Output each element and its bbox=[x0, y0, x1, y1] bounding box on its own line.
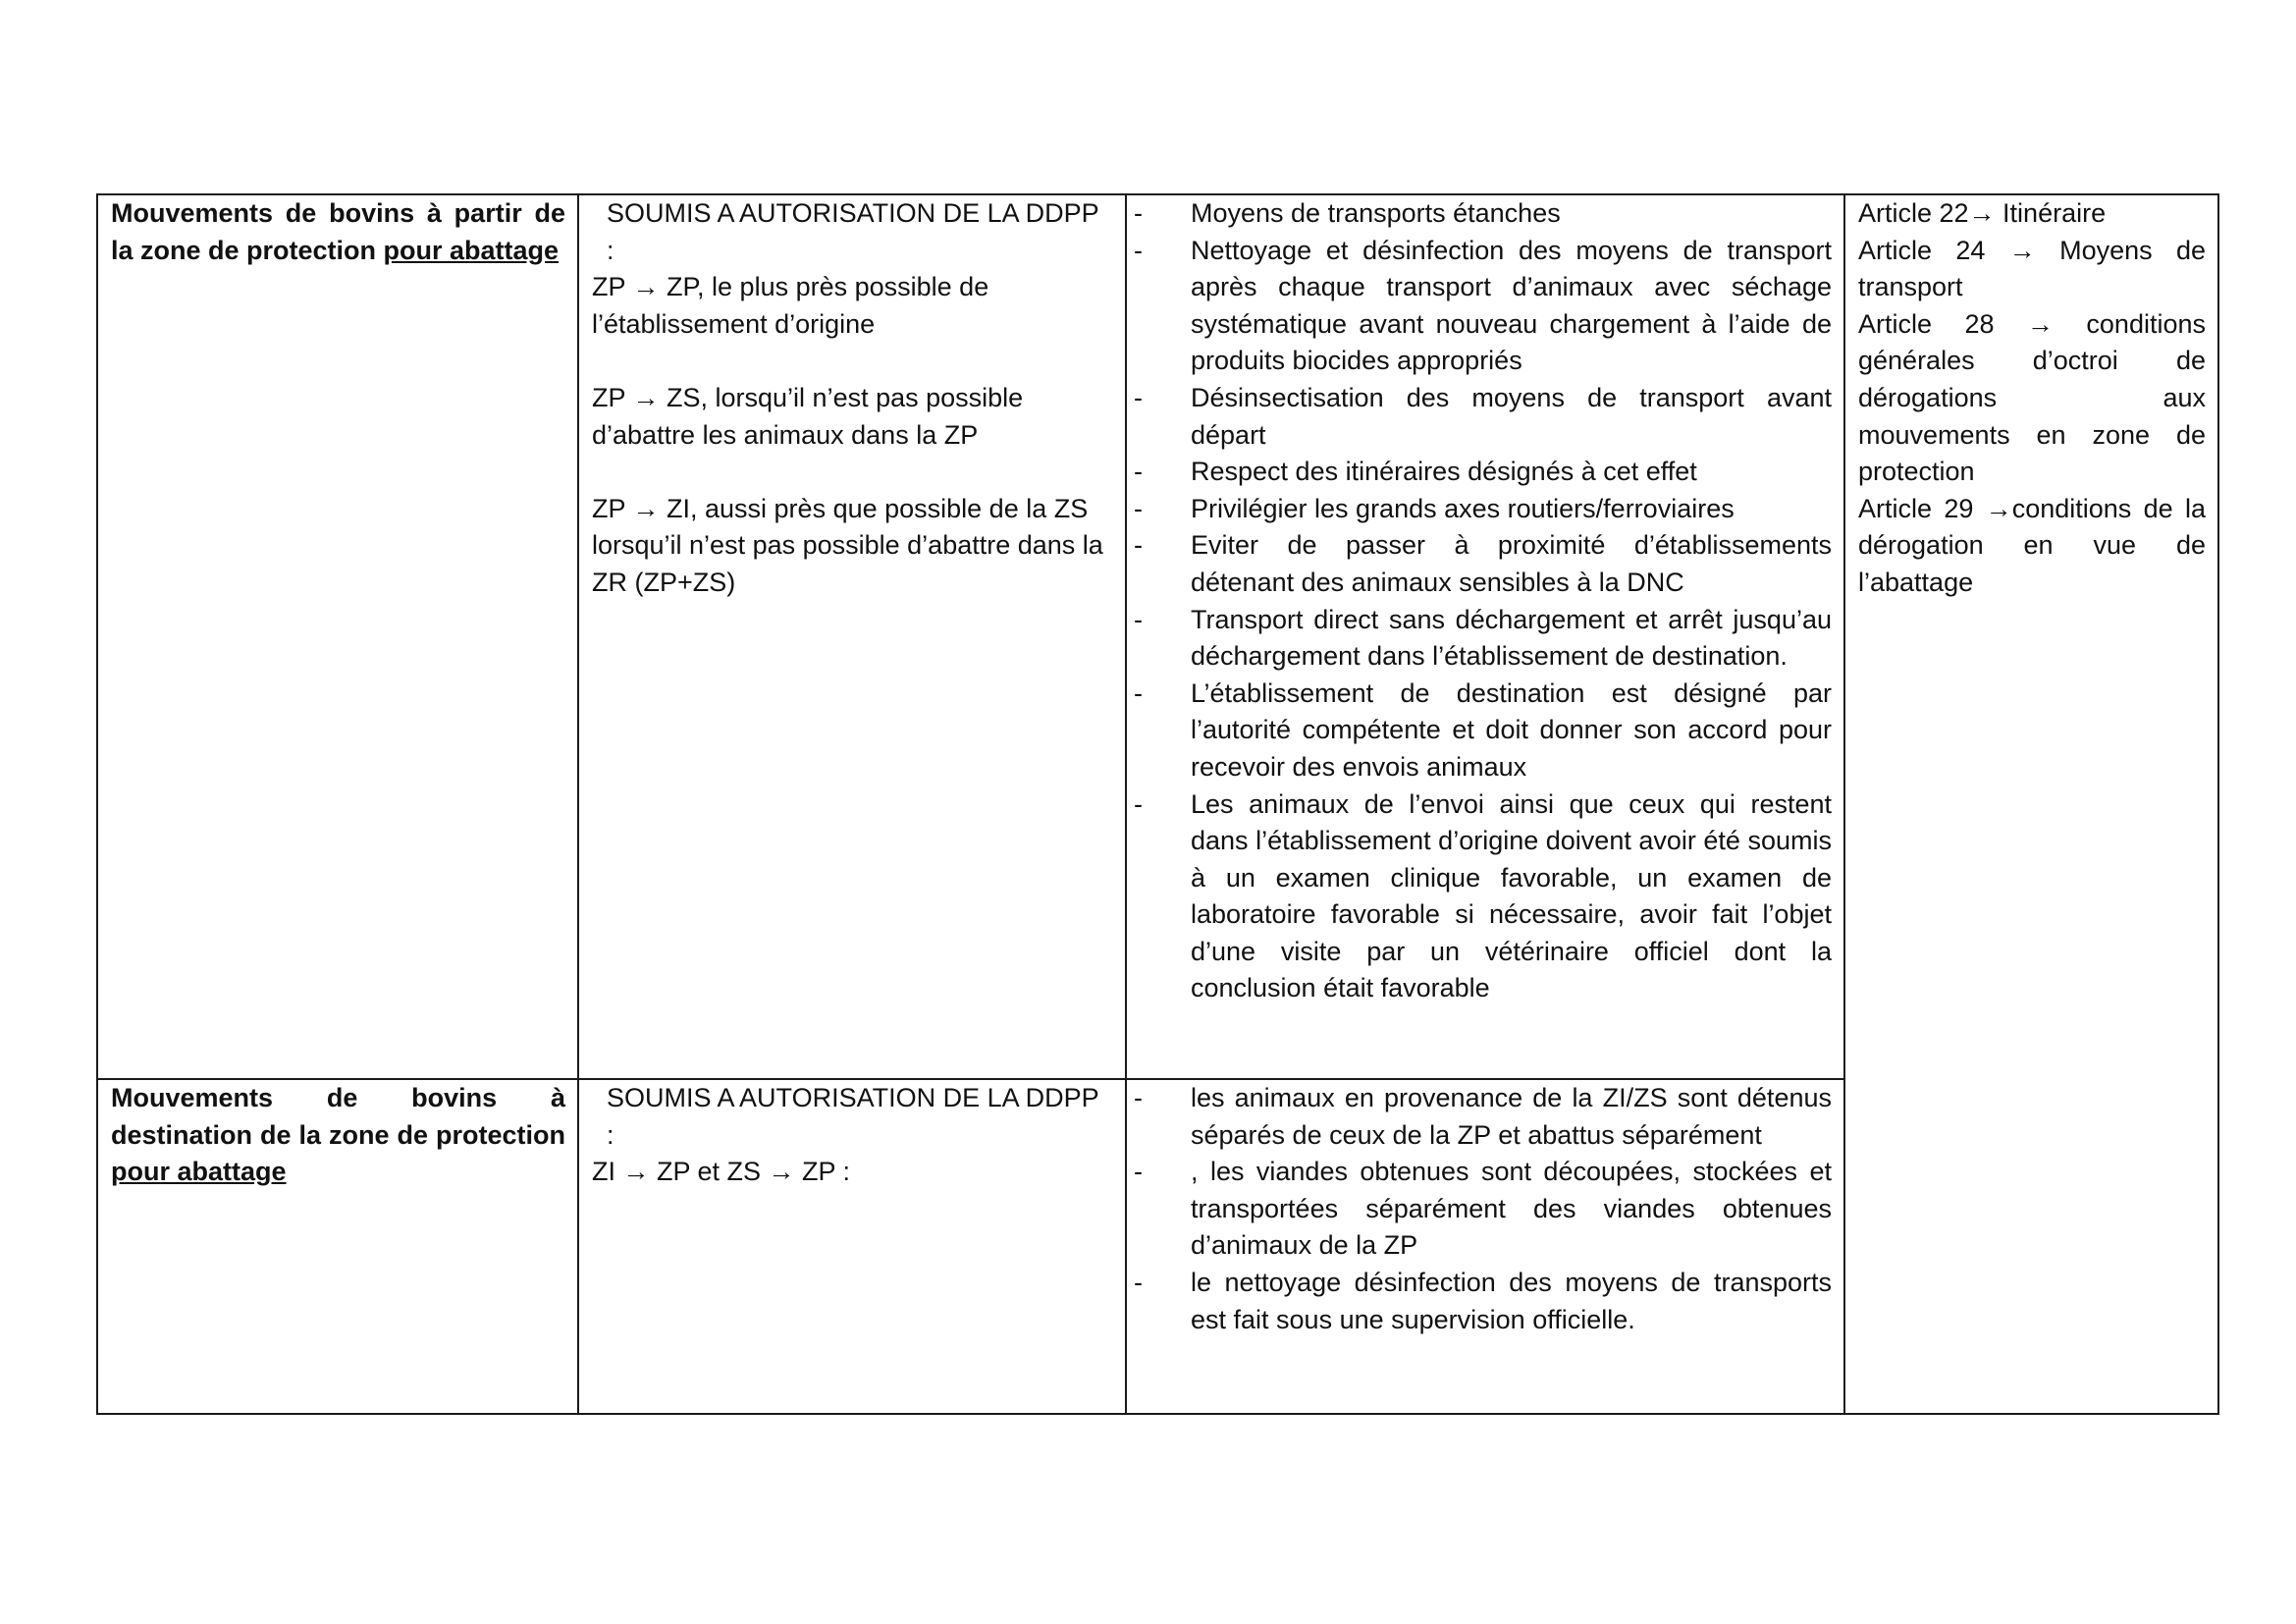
movement-subject bbox=[111, 195, 565, 269]
authorization-header: SOUMIS A AUTORISATION DE LA DDPP : bbox=[607, 198, 1099, 265]
regulation-table bbox=[96, 193, 2219, 1415]
measures-cell bbox=[1126, 194, 1844, 1079]
article-reference: Article 28 → conditions générales d’octroi de dérogations aux mouvements en zone de protection bbox=[1858, 308, 2206, 487]
list-item: - Désinsectisation des moyens de transport avant départ bbox=[1140, 380, 1832, 454]
list-item: - L’établissement de destination est désigné par l’autorité compétente et doit donner son accord pour recevoir des envois animaux bbox=[1140, 676, 1832, 786]
authorization-cell bbox=[578, 194, 1126, 1079]
list-item: - Moyens de transports étanches bbox=[1140, 195, 1832, 233]
subject-cell bbox=[97, 194, 578, 1079]
authorization-paragraph: ZP → ZI, aussi près que possible de la ZS lorsqu’il n’est pas possible d’abattre dans la ZR (ZP+ZS) bbox=[592, 493, 1103, 597]
authorization-paragraph: ZI → ZP et ZS → ZP : bbox=[592, 1157, 851, 1187]
table-row bbox=[97, 194, 2218, 1079]
list-item: - les animaux en provenance de la ZI/ZS sont détenus séparés de ceux de la ZP et abattus séparément bbox=[1140, 1080, 1832, 1154]
references-cell bbox=[1844, 194, 2218, 1414]
movement-subject bbox=[111, 1080, 565, 1191]
list-item: - , les viandes obtenues sont découpées, stockées et transportées séparément des viandes obtenues d’animaux de la ZP bbox=[1140, 1154, 1832, 1265]
article-references bbox=[1858, 195, 2206, 602]
subject-underlined: pour abattage bbox=[383, 235, 560, 265]
list-item: - Respect des itinéraires désignés à cet effet bbox=[1140, 454, 1832, 491]
list-item: - Les animaux de l’envoi ainsi que ceux qui restent dans l’établissement d’origine doivent avoir été soumis à un examen clinique favorable, un examen de laboratoire favorable si nécessaire, avoir fait l’objet d’une visite par un vétérinaire officiel dont la conclusion était favorable bbox=[1140, 786, 1832, 1008]
authorization-paragraph: ZP → ZS, lorsqu’il n’est pas possible d’abattre les animaux dans la ZP bbox=[592, 382, 1024, 450]
authorization-header: SOUMIS A AUTORISATION DE LA DDPP : bbox=[607, 1083, 1099, 1150]
subject-cell bbox=[97, 1079, 578, 1414]
list-item: - le nettoyage désinfection des moyens de transports est fait sous une supervision officielle. bbox=[1140, 1265, 1832, 1338]
subject-text: Mouvements de bovins à destination de la zone de protection bbox=[111, 1083, 565, 1150]
authorization-cell bbox=[578, 1079, 1126, 1414]
measures-cell bbox=[1126, 1079, 1844, 1414]
list-item: - Privilégier les grands axes routiers/ferroviaires bbox=[1140, 491, 1832, 528]
measures-list bbox=[1140, 1080, 1832, 1338]
subject-text: Mouvements de bovins à partir de la zone de protection bbox=[111, 198, 565, 265]
list-item: - Transport direct sans déchargement et arrêt jusqu’au déchargement dans l’établissement de destination. bbox=[1140, 602, 1832, 676]
list-item: - Nettoyage et désinfection des moyens de transport après chaque transport d’animaux avec séchage systématique avant nouveau chargement à l’aide de produits biocides appropriés bbox=[1140, 233, 1832, 380]
authorization-paragraph: ZP → ZP, le plus près possible de l’établissement d’origine bbox=[592, 272, 989, 339]
article-reference: Article 29 →conditions de la dérogation en vue de l’abattage bbox=[1858, 493, 2206, 597]
list-item: - Eviter de passer à proximité d’établissements détenant des animaux sensibles à la DNC bbox=[1140, 527, 1832, 601]
article-reference: Article 22→ Itinéraire bbox=[1858, 198, 2107, 228]
subject-underlined: pour abattage bbox=[111, 1157, 287, 1187]
measures-list bbox=[1140, 195, 1832, 1007]
article-reference: Article 24 → Moyens de transport bbox=[1858, 235, 2206, 302]
